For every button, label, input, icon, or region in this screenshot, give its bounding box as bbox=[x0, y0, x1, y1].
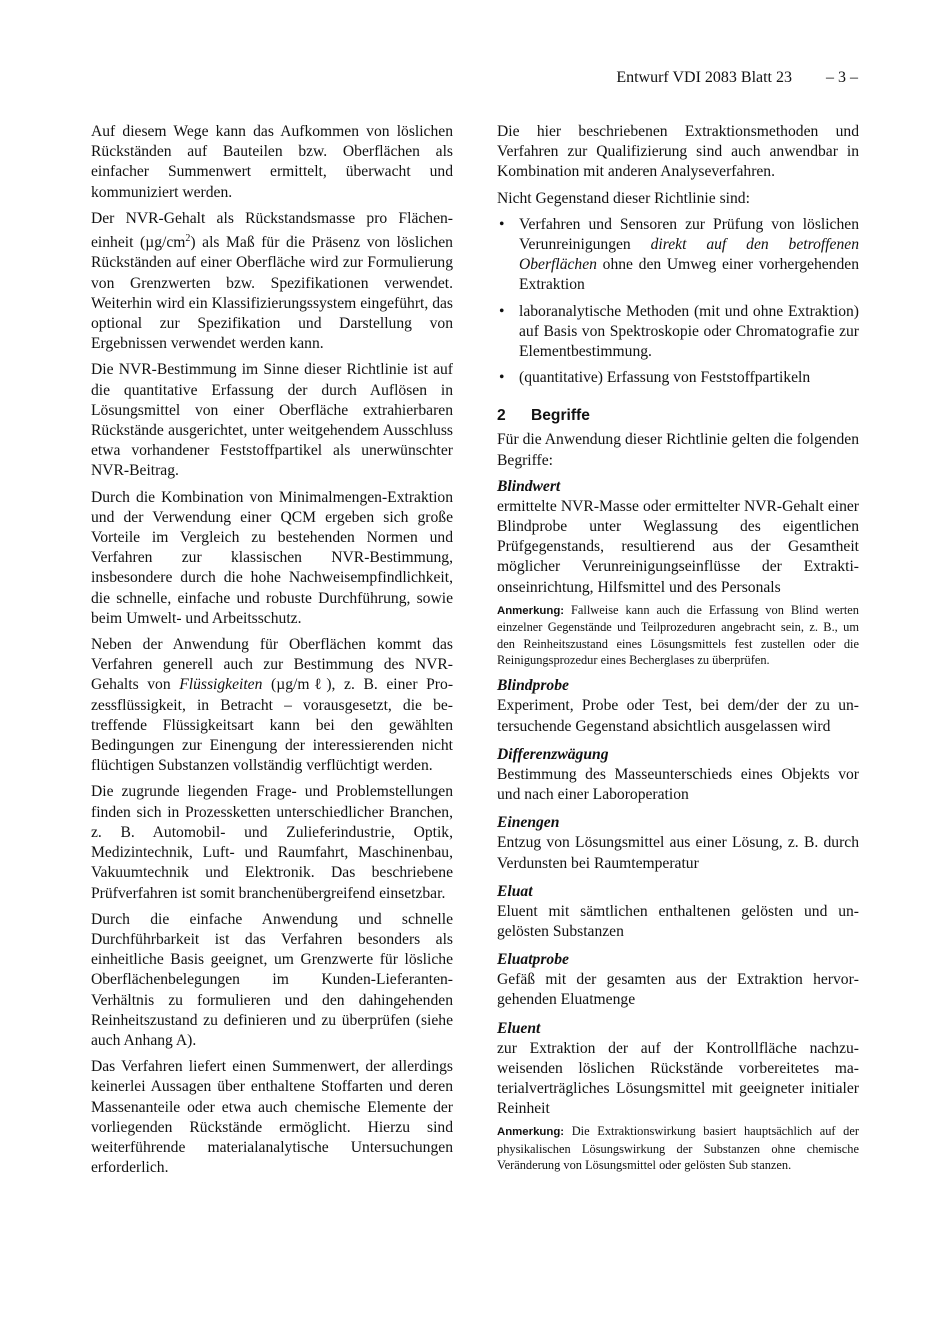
page-number: – 3 – bbox=[826, 69, 858, 86]
paragraph: Die hier beschriebenen Extraktionsmethoden und Verfahren zur Qualifizierung sind auch anwendbar in Kombination mit anderen Analyseverfahren. bbox=[497, 123, 859, 181]
paragraph: Die zugrunde liegenden Frage- und Problemstellungen finden sich in Prozessketten unterschiedlicher Branchen, z. B. Automobil- und Zulieferindustrie, Optik, Medizintechnik, Luft- und Raumfahrt, Maschinenbau, Vakuumtechnik und Elektronik. Das beschriebene Prüfverfahren ist somit branchenübergreifend einsetzbar. bbox=[91, 783, 453, 902]
left-column bbox=[91, 122, 453, 1184]
paragraph: Das Verfahren liefert einen Summenwert, der allerdings keinerlei Aussagen über enthaltene Stoffarten und deren Massenanteile oder etwa auch chemische Elemente der vorliegenden Rückstände ermöglicht. Hierzu sind weiterführende materialanalytische Untersuchungen erforderlich. bbox=[91, 1058, 453, 1177]
term-definition: Bestimmung des Masseunterschieds eines Objekts vor und nach einer Laboroperation bbox=[497, 765, 859, 804]
section-intro: Für die Anwendung dieser Richtlinie gelten die folgenden Begriffe: bbox=[497, 431, 859, 469]
term-title: Differenzwägung bbox=[497, 745, 609, 763]
paragraph: Die NVR-Bestimmung im Sinne dieser Richtlinie ist auf die quantitative Erfassung der durch Auflösen in Lösungsmittel von einer Oberfläche extrahierbaren Rückstände ausgerichtet, unter weitgehendem Ausschluss etwa vorhandener Feststoffpartikel als unerwünschter NVR-Beitrag. bbox=[91, 361, 453, 480]
term-title: Einengen bbox=[497, 814, 560, 832]
note-text: Die Extraktionswirkung basiert hauptsächlich auf der physikalischen Lösungswirkung der Substanzen ohne chemische Veränderung von Lösungsmittel oder gelösten Sub stanzen. bbox=[497, 1124, 859, 1173]
term-definition: Entzug von Lösungsmittel aus einer Lösung, z. B. durch Verdunsten bei Raumtemperatur bbox=[497, 834, 859, 872]
paragraph: Durch die einfache Anwendung und schnelle Durchführbarkeit ist das Verfahren besonders als einheitliche Basis geeignet, um Grenzwerte für lösliche Oberflächenbelegungen im Kunden-Lieferanten-Verhältnis zu formulieren und den dahingehenden Reinheitszustand zu definieren und zu überprüfen (siehe auch Anhang A). bbox=[91, 910, 453, 1049]
term-entry bbox=[497, 950, 859, 1010]
term-title: Eluent bbox=[497, 1019, 541, 1037]
term-title: Eluat bbox=[497, 882, 533, 900]
document-title: Entwurf VDI 2083 Blatt 23 bbox=[616, 69, 792, 86]
paragraph-text: Der NVR-Gehalt als Rückstandsmasse pro Flächeneinheit (µg/cm bbox=[91, 209, 453, 252]
paragraph-text: ) als Maß für die Präsenz von löslichen Rückständen auf einer Oberfläche wird zur Formulierung von Grenzwerten bzw. Spezifikationen verwendet. Weiterhin wird ein Klassifizierungssystem eingeführt, das optional zur Spezifikation und Darstellung von Ergebnissen verwendet werden kann. bbox=[91, 234, 453, 353]
paragraph: Durch die Kombination von Minimalmengen-Extraktion und der Verwendung einer QCM ergeben sich große Vorteile im Vergleich zu bestehenden Normen und Verfahren zur klassischen NVR-Bestimmung, insbesondere durch die hohe Nachweisempfindlichkeit, die schnelle, einfache und robuste Durchführung, sowie beim Umwelt- und Arbeitsschutz. bbox=[91, 488, 453, 627]
term-note bbox=[497, 1123, 859, 1173]
term-entry bbox=[497, 745, 859, 805]
paragraph: Nicht Gegenstand dieser Richtlinie sind: bbox=[497, 189, 750, 207]
term-title: Blindprobe bbox=[497, 677, 569, 695]
emphasis: direkt auf den betroffenen Oberflächen bbox=[519, 236, 859, 274]
term-title: Eluatprobe bbox=[497, 951, 569, 969]
term-entry bbox=[497, 813, 859, 873]
list-item bbox=[497, 215, 859, 296]
list-item-text: ohne den Umweg einer vorhergehenden Extraktion bbox=[519, 256, 859, 294]
section-heading bbox=[497, 406, 859, 426]
term-title: Blindwert bbox=[497, 477, 561, 495]
paragraph bbox=[91, 635, 453, 776]
section-number: 2 bbox=[497, 407, 506, 425]
emphasis: Flüssigkeiten bbox=[179, 676, 263, 694]
term-definition: Experiment, Probe oder Test, bei dem/der der zu untersuchende Gegenstand absichtlich ausgelassen wird bbox=[497, 697, 859, 735]
term-entry bbox=[497, 676, 859, 736]
term-entry bbox=[497, 882, 859, 942]
term-definition: Eluent mit sämtlichen enthaltenen gelösten und ungelösten Substanzen bbox=[497, 902, 859, 940]
exclusion-list bbox=[497, 215, 859, 389]
term-definition: zur Extraktion der auf der Kontrollfläche nachzuweisenden löslichen Rückstände vorbereitetes materialverträgliches Lösungsmittel mit geeigneter initialer Reinheit bbox=[497, 1039, 859, 1118]
list-item: • (quantitative) Erfassung von Feststoffpartikeln bbox=[497, 368, 859, 388]
paragraph: Auf diesem Wege kann das Aufkommen von löslichen Rückständen auf Bauteilen bzw. Oberflächen als einfacher Summenwert ermittelt, überwacht und kommuniziert werden. bbox=[91, 123, 453, 201]
term-definition: ermittelte NVR-Masse oder ermittelter NVR-Gehalt einer Blindprobe unter Weglassung des eigentlichen Prüfgegenstands, resultierend aus der Gesamtheit möglicher Verunreinigungseinflüsse der Extraktionseinrichtung, Hilfsmittel und des Personals bbox=[497, 497, 859, 596]
list-item-text: Verfahren und Sensoren zur Prüfung von löslichen Verunreinigungen bbox=[519, 215, 859, 254]
term-definition: Gefäß mit der gesamten aus der Extraktion hervorgehenden Eluatmenge bbox=[497, 971, 859, 1009]
term-entry bbox=[497, 1019, 859, 1174]
superscript: 2 bbox=[185, 233, 191, 245]
note-label: Anmerkung: bbox=[497, 604, 565, 617]
term-entry bbox=[497, 477, 859, 669]
term-note bbox=[497, 602, 859, 669]
paragraph bbox=[91, 209, 453, 355]
note-text: Fallweise kann auch die Erfassung von Blind werten einzelner Gegenstände und Teilprozeduren angebracht sein, z. B., um den Reinheitszustand eines Lösungsmittels fest zustellen oder die Reinigungsprozedur eines Becherglases zu überprüfen. bbox=[497, 602, 859, 668]
list-item: • laboranalytische Methoden (mit und ohne Extraktion) auf Basis von Spektroskopie oder Chromatografie zur Elementbestimmung. bbox=[497, 302, 859, 363]
paragraph-text: (µg/mℓ), z. B. einer Prozessflüssigkeit, in Betracht – vorausgesetzt, die betreffende Flüssigkeitsart kann bei den gewählten Bedingungen zur Einengung der interessierenden nicht flüchtigen Substanzen vollständig verflüchtigt werden. bbox=[91, 676, 454, 775]
page-header bbox=[616, 68, 858, 88]
paragraph-text: Neben der Anwendung für Oberflächen kommt das Verfahren generell auch zur Bestimmung des NVR-Gehalts von bbox=[91, 636, 453, 694]
right-column bbox=[497, 122, 859, 1174]
note-label: Anmerkung: bbox=[497, 1126, 565, 1139]
section-title: Begriffe bbox=[531, 407, 590, 425]
